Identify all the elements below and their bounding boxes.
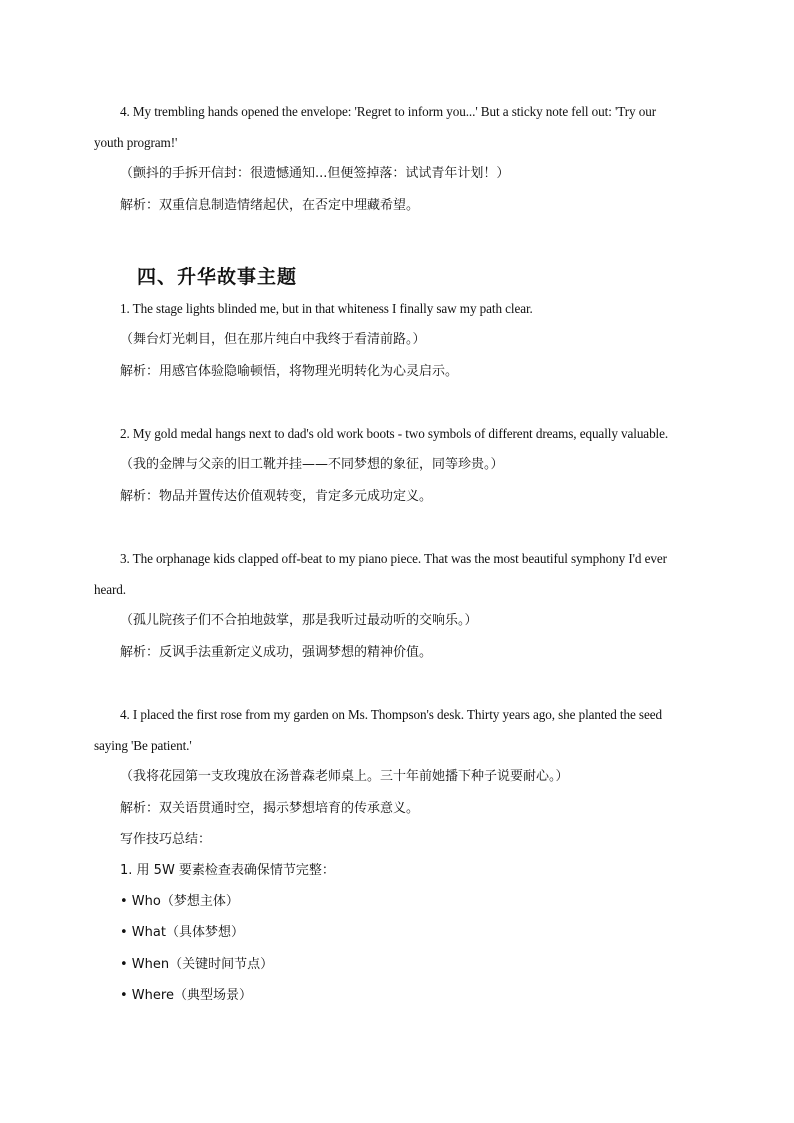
item-3-analysis: 解析：反讽手法重新定义成功，强调梦想的精神价值。	[120, 645, 433, 660]
item-2-translation: （我的金牌与父亲的旧工靴并挂——不同梦想的象征，同等珍贵。）	[120, 457, 504, 472]
item-4-sentence-line-1: 4. I placed the first rose from my garden on Ms. Thompson's desk. Thirty years ago, she planted the seed	[120, 707, 662, 722]
summary-title: 写作技巧总结：	[120, 832, 212, 847]
item-3-sentence-line-2: heard.	[94, 582, 126, 597]
item-4-analysis: 解析：双关语贯通时空，揭示梦想培育的传承意义。	[120, 801, 420, 816]
item-4-sentence-line-2: saying 'Be patient.'	[94, 738, 192, 753]
item-2-analysis: 解析：物品并置传达价值观转变，肯定多元成功定义。	[120, 489, 433, 504]
paragraph-4-line-1: 4. My trembling hands opened the envelope: 'Regret to inform you...' But a sticky note fell out: 'Try our	[120, 104, 657, 119]
paragraph-4-translation: （颤抖的手拆开信封：很遗憾通知...但便签掉落：试试青年计划！）	[120, 166, 510, 181]
section-heading: 四、升华故事主题	[137, 266, 298, 288]
item-4-translation: （我将花园第一支玫瑰放在汤普森老师桌上。三十年前她播下种子说要耐心。）	[120, 769, 569, 784]
summary-bullet-what: • What（具体梦想）	[120, 925, 244, 940]
summary-bullet-who: • Who（梦想主体）	[120, 894, 239, 909]
summary-point-1: 1. 用 5W 要素检查表确保情节完整：	[120, 863, 335, 878]
item-2-sentence: 2. My gold medal hangs next to dad's old work boots - two symbols of different dreams, equally valuable.	[120, 426, 669, 441]
summary-bullet-where: • Where（典型场景）	[120, 988, 252, 1003]
item-3-sentence-line-1: 3. The orphanage kids clapped off-beat to my piano piece. That was the most beautiful symphony I'd ever	[120, 551, 667, 566]
item-3-translation: （孤儿院孩子们不合拍地鼓掌，那是我听过最动听的交响乐。）	[120, 613, 478, 628]
item-1-translation: （舞台灯光刺目，但在那片纯白中我终于看清前路。）	[120, 332, 426, 347]
item-1-analysis: 解析：用感官体验隐喻顿悟，将物理光明转化为心灵启示。	[120, 364, 459, 379]
item-1-sentence: 1. The stage lights blinded me, but in that whiteness I finally saw my path clear.	[120, 301, 533, 316]
paragraph-4-line-2: youth program!'	[94, 135, 178, 150]
summary-bullet-when: • When（关键时间节点）	[120, 957, 274, 972]
paragraph-4-analysis: 解析：双重信息制造情绪起伏，在否定中埋藏希望。	[120, 198, 420, 213]
